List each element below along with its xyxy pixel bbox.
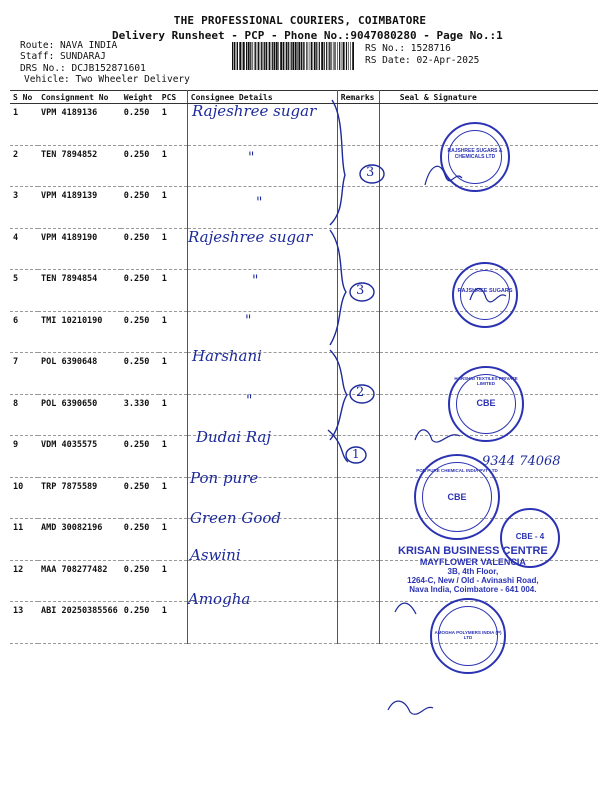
consignment-cell: TMI 10210190 xyxy=(38,311,121,353)
consignment-cell: TRP 7875589 xyxy=(38,477,121,519)
weight-cell: 0.250 xyxy=(121,228,159,270)
sno-cell: 1 xyxy=(10,104,38,146)
weight-cell: 0.250 xyxy=(121,602,159,644)
col-sno: S No xyxy=(10,91,38,104)
rs-date-label: RS Date: 02-Apr-2025 xyxy=(365,55,480,66)
col-remarks: Remarks xyxy=(337,91,379,104)
remarks-count-1: 3 xyxy=(366,165,375,180)
weight-cell: 0.250 xyxy=(121,477,159,519)
sno-cell: 8 xyxy=(10,394,38,436)
vehicle-label: Vehicle: Two Wheeler Delivery xyxy=(24,74,190,85)
pcs-cell: 1 xyxy=(159,394,188,436)
runsheet-subtitle: Delivery Runsheet - PCP - Phone No.:9047080280 - Page No.:1 xyxy=(112,29,503,42)
remarks-count-3: 2 xyxy=(356,385,365,400)
pcs-cell: 1 xyxy=(159,228,188,270)
runsheet-title: THE PROFESSIONAL COURIERS, COIMBATORE xyxy=(173,14,427,27)
consignee-handwriting-1: Rajeshree sugar xyxy=(192,102,317,120)
krisan-address-stamp: KRISAN BUSINESS CENTRE MAYFLOWER VALENCIA 3B, 4th Floor, 1264-C, New / Old - Avinashi Road, Nava India, Coimbatore - 641 004. xyxy=(398,545,548,594)
consignee-handwriting-10: Pon pure xyxy=(190,469,259,487)
consignment-cell: VPM 4189139 xyxy=(38,187,121,229)
amogha-seal: AMOGHA POLYMERS INDIA (P) LTD xyxy=(430,598,506,674)
consignee-handwriting-4: Rajeshree sugar xyxy=(188,228,313,246)
col-seal: Seal & Signature xyxy=(379,91,598,104)
weight-cell: 0.250 xyxy=(121,519,159,561)
consignee-handwriting-3: " xyxy=(256,195,263,211)
sno-cell: 7 xyxy=(10,353,38,395)
pcs-cell: 1 xyxy=(159,560,188,602)
col-consignment: Consignment No xyxy=(38,91,121,104)
weight-cell: 0.250 xyxy=(121,145,159,187)
consignee-handwriting-5: " xyxy=(252,273,259,289)
pcs-cell: 1 xyxy=(159,270,188,312)
consignment-cell: VPM 4189136 xyxy=(38,104,121,146)
sno-cell: 13 xyxy=(10,602,38,644)
consignee-handwriting-2: " xyxy=(248,150,255,166)
consignee-handwriting-7: Harshani xyxy=(192,347,262,365)
consignment-cell: MAA 708277482 xyxy=(38,560,121,602)
sno-cell: 12 xyxy=(10,560,38,602)
pcs-cell: 1 xyxy=(159,187,188,229)
weight-cell: 0.250 xyxy=(121,187,159,229)
sno-cell: 10 xyxy=(10,477,38,519)
consignee-handwriting-13: Amogha xyxy=(188,590,251,608)
sno-cell: 4 xyxy=(10,228,38,270)
route-label: Route: NAVA INDIA xyxy=(20,40,118,51)
weight-cell: 0.250 xyxy=(121,353,159,395)
weight-cell: 0.250 xyxy=(121,104,159,146)
pcs-cell: 1 xyxy=(159,436,188,478)
col-consignee: Consignee Details xyxy=(187,91,337,104)
weight-cell: 0.250 xyxy=(121,560,159,602)
cbe4-seal: CBE - 4 xyxy=(500,508,560,568)
pcs-cell: 1 xyxy=(159,602,188,644)
pcs-cell: 1 xyxy=(159,477,188,519)
consignment-cell: POL 6390648 xyxy=(38,353,121,395)
sno-cell: 3 xyxy=(10,187,38,229)
consignment-cell: ABI 20250385566 xyxy=(38,602,121,644)
ponpure-seal: PON PURE CHEMICAL INDIA PVT LTD CBE xyxy=(414,454,500,540)
consignment-cell: TEN 7894852 xyxy=(38,145,121,187)
harshni-seal: HARSHNI TEXTILES PRIVATE LIMITED CBE xyxy=(448,366,524,442)
pcs-cell: 1 xyxy=(159,311,188,353)
consignment-cell: VDM 4035575 xyxy=(38,436,121,478)
sno-cell: 9 xyxy=(10,436,38,478)
consignee-handwriting-12: Aswini xyxy=(190,546,241,564)
rajshree-seal-1: RAJSHREE SUGARS & CHEMICALS LTD xyxy=(440,122,510,192)
sno-cell: 11 xyxy=(10,519,38,561)
drs-no-label: DRS No.: DCJB152871601 xyxy=(20,63,146,74)
pcs-cell: 1 xyxy=(159,145,188,187)
weight-cell: 0.250 xyxy=(121,436,159,478)
weight-cell: 0.250 xyxy=(121,311,159,353)
col-pcs: PCS xyxy=(159,91,188,104)
sno-cell: 2 xyxy=(10,145,38,187)
remarks-count-4: 1 xyxy=(352,447,360,461)
consignment-cell: VPM 4189190 xyxy=(38,228,121,270)
consignee-handwriting-9: Dudai Raj xyxy=(196,428,272,446)
consignment-cell: AMD 30082196 xyxy=(38,519,121,561)
consignee-handwriting-11: Green Good xyxy=(190,509,281,527)
weight-cell: 0.250 xyxy=(121,270,159,312)
consignment-cell: POL 6390650 xyxy=(38,394,121,436)
consignee-handwriting-6: " xyxy=(245,313,252,329)
rajshree-seal-2: RAJSHREE SUGARS xyxy=(452,262,518,328)
pcs-cell: 1 xyxy=(159,353,188,395)
sno-cell: 5 xyxy=(10,270,38,312)
consignee-handwriting-8: " xyxy=(246,393,253,409)
col-weight: Weight xyxy=(121,91,159,104)
pcs-cell: 1 xyxy=(159,104,188,146)
remarks-count-2: 3 xyxy=(356,283,365,298)
staff-label: Staff: SUNDARAJ xyxy=(20,51,106,62)
rs-no-label: RS No.: 1528716 xyxy=(365,43,451,54)
consignment-cell: TEN 7894854 xyxy=(38,270,121,312)
phone-scribble: 9344 74068 xyxy=(482,454,561,469)
sno-cell: 6 xyxy=(10,311,38,353)
pcs-cell: 1 xyxy=(159,519,188,561)
weight-cell: 3.330 xyxy=(121,394,159,436)
